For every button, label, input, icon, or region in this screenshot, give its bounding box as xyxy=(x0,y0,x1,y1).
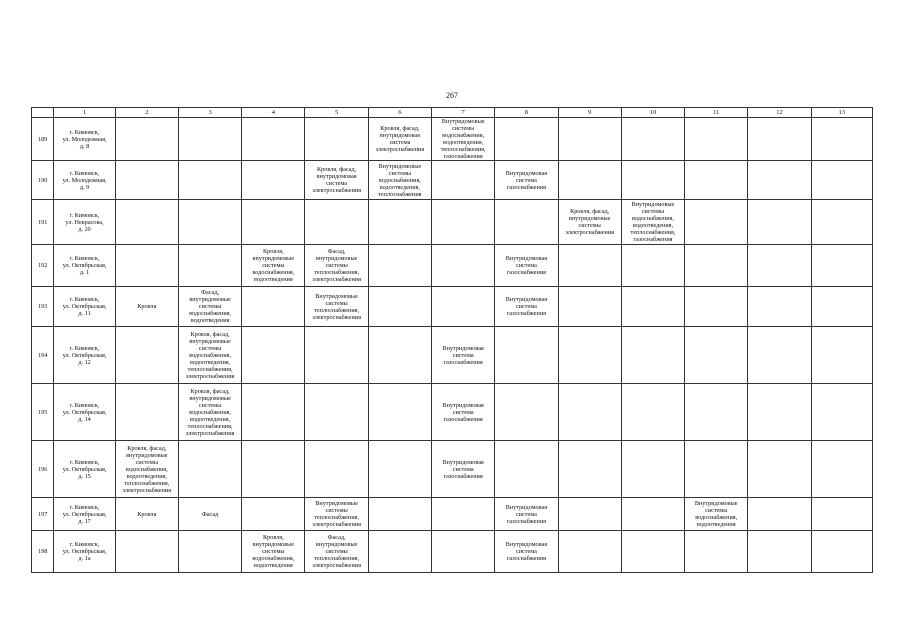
work-cell xyxy=(748,441,811,498)
work-cell: Внутридомовая система газоснабжения xyxy=(495,498,558,531)
work-cell xyxy=(558,327,621,384)
table-row xyxy=(32,118,873,161)
work-cell xyxy=(495,200,558,245)
table-row xyxy=(32,384,873,441)
address-cell: г. Кимовск, ул. Молодежная, д. 8 xyxy=(54,118,115,161)
column-number-header: 6 xyxy=(368,108,431,118)
work-cell: Кровля, фасад, внутридомовая система электроснабжения xyxy=(305,161,368,200)
column-number-header: 13 xyxy=(811,108,872,118)
row-number-cell: 191 xyxy=(32,200,54,245)
work-cell: Внутридомовые системы водоснабжения, водоотведения, теплоснабжения, газоснабжения xyxy=(432,118,495,161)
table-row xyxy=(32,531,873,573)
address-cell: г. Кимовск, ул. Октябрьская, д. 15 xyxy=(54,441,115,498)
work-cell xyxy=(685,384,748,441)
work-cell xyxy=(305,118,368,161)
work-cell xyxy=(115,161,178,200)
work-cell xyxy=(621,245,684,287)
work-cell xyxy=(305,327,368,384)
address-cell: г. Кимовск, ул. Октябрьская, д. 14 xyxy=(54,384,115,441)
work-cell xyxy=(178,531,241,573)
work-cell xyxy=(748,245,811,287)
work-cell xyxy=(368,200,431,245)
work-cell: Кровля, фасад, внутридомовые системы водоснабжения, водоотведения, теплоснабжения, электроснабжения xyxy=(178,384,241,441)
row-number-cell: 192 xyxy=(32,245,54,287)
column-number-header: 8 xyxy=(495,108,558,118)
schedule-table xyxy=(31,107,873,573)
work-cell xyxy=(558,287,621,327)
address-cell: г. Кимовск, ул. Октябрьская, д. 1а xyxy=(54,531,115,573)
work-cell xyxy=(685,441,748,498)
work-cell: Внутридомовые системы водоснабжения, водоотведения, теплоснабжения xyxy=(368,161,431,200)
work-cell xyxy=(558,498,621,531)
work-cell: Внутридомовые системы водоснабжения, водоотведения xyxy=(685,498,748,531)
work-cell: Внутридомовая система газоснабжения xyxy=(432,441,495,498)
work-cell xyxy=(811,531,872,573)
work-cell xyxy=(621,287,684,327)
row-number-cell: 198 xyxy=(32,531,54,573)
work-cell xyxy=(748,161,811,200)
work-cell xyxy=(242,200,305,245)
work-cell xyxy=(685,118,748,161)
work-cell xyxy=(305,200,368,245)
work-cell: Фасад, внутридомовые системы теплоснабжения, электроснабжения xyxy=(305,531,368,573)
work-cell xyxy=(811,200,872,245)
column-number-header: 4 xyxy=(242,108,305,118)
work-cell xyxy=(432,245,495,287)
work-cell xyxy=(242,161,305,200)
table-row xyxy=(32,287,873,327)
work-cell xyxy=(685,287,748,327)
table-row xyxy=(32,498,873,531)
work-cell xyxy=(178,200,241,245)
work-cell xyxy=(432,161,495,200)
work-cell xyxy=(621,161,684,200)
work-cell: Внутридомовые системы теплоснабжения, электроснабжения xyxy=(305,287,368,327)
address-cell: г. Кимовск, ул. Октябрьская, д. 17 xyxy=(54,498,115,531)
work-cell xyxy=(368,287,431,327)
work-cell: Кровля xyxy=(115,498,178,531)
work-cell xyxy=(811,287,872,327)
address-cell: г. Кимовск, ул. Октябрьская, д. 12 xyxy=(54,327,115,384)
row-number-cell: 195 xyxy=(32,384,54,441)
work-cell: Внутридомовая система газоснабжения xyxy=(432,327,495,384)
work-cell xyxy=(621,441,684,498)
work-cell xyxy=(242,327,305,384)
column-number-header: 9 xyxy=(558,108,621,118)
work-cell xyxy=(305,384,368,441)
work-cell xyxy=(495,441,558,498)
work-cell xyxy=(811,498,872,531)
work-cell xyxy=(748,531,811,573)
work-cell xyxy=(115,118,178,161)
work-cell xyxy=(748,384,811,441)
work-cell xyxy=(558,118,621,161)
work-cell: Кровля xyxy=(115,287,178,327)
work-cell xyxy=(811,441,872,498)
column-number-header: 10 xyxy=(621,108,684,118)
work-cell: Внутридомовая система газоснабжения xyxy=(495,245,558,287)
work-cell xyxy=(432,287,495,327)
work-cell xyxy=(621,531,684,573)
work-cell xyxy=(242,118,305,161)
work-cell: Внутридомовые системы водоснабжения, водоотведения, теплоснабжения, газоснабжения xyxy=(621,200,684,245)
row-number-cell: 196 xyxy=(32,441,54,498)
work-cell xyxy=(242,441,305,498)
work-cell: Фасад xyxy=(178,498,241,531)
work-cell xyxy=(368,498,431,531)
work-cell xyxy=(748,200,811,245)
row-number-cell: 197 xyxy=(32,498,54,531)
table-row xyxy=(32,200,873,245)
work-cell xyxy=(368,384,431,441)
work-cell: Кровля, фасад, внутридомовые системы электроснабжения xyxy=(558,200,621,245)
corner-cell xyxy=(32,108,54,118)
work-cell xyxy=(432,498,495,531)
table-row xyxy=(32,245,873,287)
work-cell xyxy=(115,327,178,384)
column-number-header: 1 xyxy=(54,108,115,118)
work-cell xyxy=(811,161,872,200)
work-cell xyxy=(368,441,431,498)
row-number-cell: 190 xyxy=(32,161,54,200)
work-cell xyxy=(558,245,621,287)
table-row xyxy=(32,161,873,200)
work-cell: Внутридомовая система газоснабжения xyxy=(432,384,495,441)
work-cell xyxy=(811,118,872,161)
work-cell xyxy=(242,498,305,531)
column-number-header: 5 xyxy=(305,108,368,118)
column-number-row xyxy=(32,108,873,118)
row-number-cell: 194 xyxy=(32,327,54,384)
work-cell xyxy=(558,531,621,573)
work-cell xyxy=(305,441,368,498)
work-cell xyxy=(748,498,811,531)
work-cell xyxy=(685,245,748,287)
work-cell xyxy=(115,200,178,245)
work-cell xyxy=(748,118,811,161)
work-cell xyxy=(685,200,748,245)
work-cell xyxy=(811,245,872,287)
work-cell: Кровля, внутридомовые системы водоснабжения, водоотведения xyxy=(242,245,305,287)
work-cell xyxy=(685,327,748,384)
work-cell xyxy=(368,245,431,287)
work-cell xyxy=(621,118,684,161)
work-cell: Фасад, внутридомовые системы теплоснабжения, электроснабжения xyxy=(305,245,368,287)
work-cell xyxy=(621,498,684,531)
row-number-cell: 189 xyxy=(32,118,54,161)
work-cell xyxy=(685,161,748,200)
address-cell: г. Кимовск, ул. Некрасова, д. 20 xyxy=(54,200,115,245)
work-cell: Внутридомовая система газоснабжения xyxy=(495,287,558,327)
work-cell xyxy=(495,327,558,384)
work-cell xyxy=(178,161,241,200)
work-cell xyxy=(115,531,178,573)
work-cell xyxy=(368,531,431,573)
work-cell xyxy=(748,287,811,327)
work-cell xyxy=(432,531,495,573)
work-cell: Внутридомовые системы теплоснабжения, электроснабжения xyxy=(305,498,368,531)
column-number-header: 12 xyxy=(748,108,811,118)
work-cell xyxy=(178,441,241,498)
work-cell xyxy=(748,327,811,384)
column-number-header: 3 xyxy=(178,108,241,118)
work-cell xyxy=(558,161,621,200)
column-number-header: 11 xyxy=(685,108,748,118)
address-cell: г. Кимовск, ул. Октябрьская, д. 1 xyxy=(54,245,115,287)
work-cell xyxy=(178,118,241,161)
work-cell xyxy=(621,327,684,384)
column-number-header: 2 xyxy=(115,108,178,118)
work-cell xyxy=(685,531,748,573)
work-cell xyxy=(621,384,684,441)
work-cell: Кровля, фасад, внутридомовая система электроснабжения xyxy=(368,118,431,161)
address-cell: г. Кимовск, ул. Октябрьская, д. 11 xyxy=(54,287,115,327)
work-cell xyxy=(811,327,872,384)
work-cell xyxy=(368,327,431,384)
work-cell: Кровля, внутридомовые системы водоснабжения, водоотведения xyxy=(242,531,305,573)
work-cell xyxy=(178,245,241,287)
work-cell: Внутридомовая система газоснабжения xyxy=(495,161,558,200)
work-cell xyxy=(242,384,305,441)
row-number-cell: 193 xyxy=(32,287,54,327)
work-cell xyxy=(558,384,621,441)
work-cell xyxy=(432,200,495,245)
work-cell xyxy=(495,118,558,161)
work-cell xyxy=(495,384,558,441)
table-row xyxy=(32,327,873,384)
address-cell: г. Кимовск, ул. Молодежная, д. 9 xyxy=(54,161,115,200)
work-cell xyxy=(115,384,178,441)
column-number-header: 7 xyxy=(432,108,495,118)
page-number: 267 xyxy=(446,91,458,100)
work-cell xyxy=(242,287,305,327)
work-cell: Внутридомовая система газоснабжения xyxy=(495,531,558,573)
table-row xyxy=(32,441,873,498)
work-cell xyxy=(558,441,621,498)
work-cell xyxy=(811,384,872,441)
work-cell: Кровля, фасад, внутридомовые системы водоснабжения, водоотведения, теплоснабжения, электроснабжения xyxy=(178,327,241,384)
table-body xyxy=(32,108,873,573)
work-cell xyxy=(115,245,178,287)
work-cell: Кровля, фасад, внутридомовые системы водоснабжения, водоотведения, теплоснабжения, электроснабжения xyxy=(115,441,178,498)
work-cell: Фасад, внутридомовые системы водоснабжения, водоотведения xyxy=(178,287,241,327)
